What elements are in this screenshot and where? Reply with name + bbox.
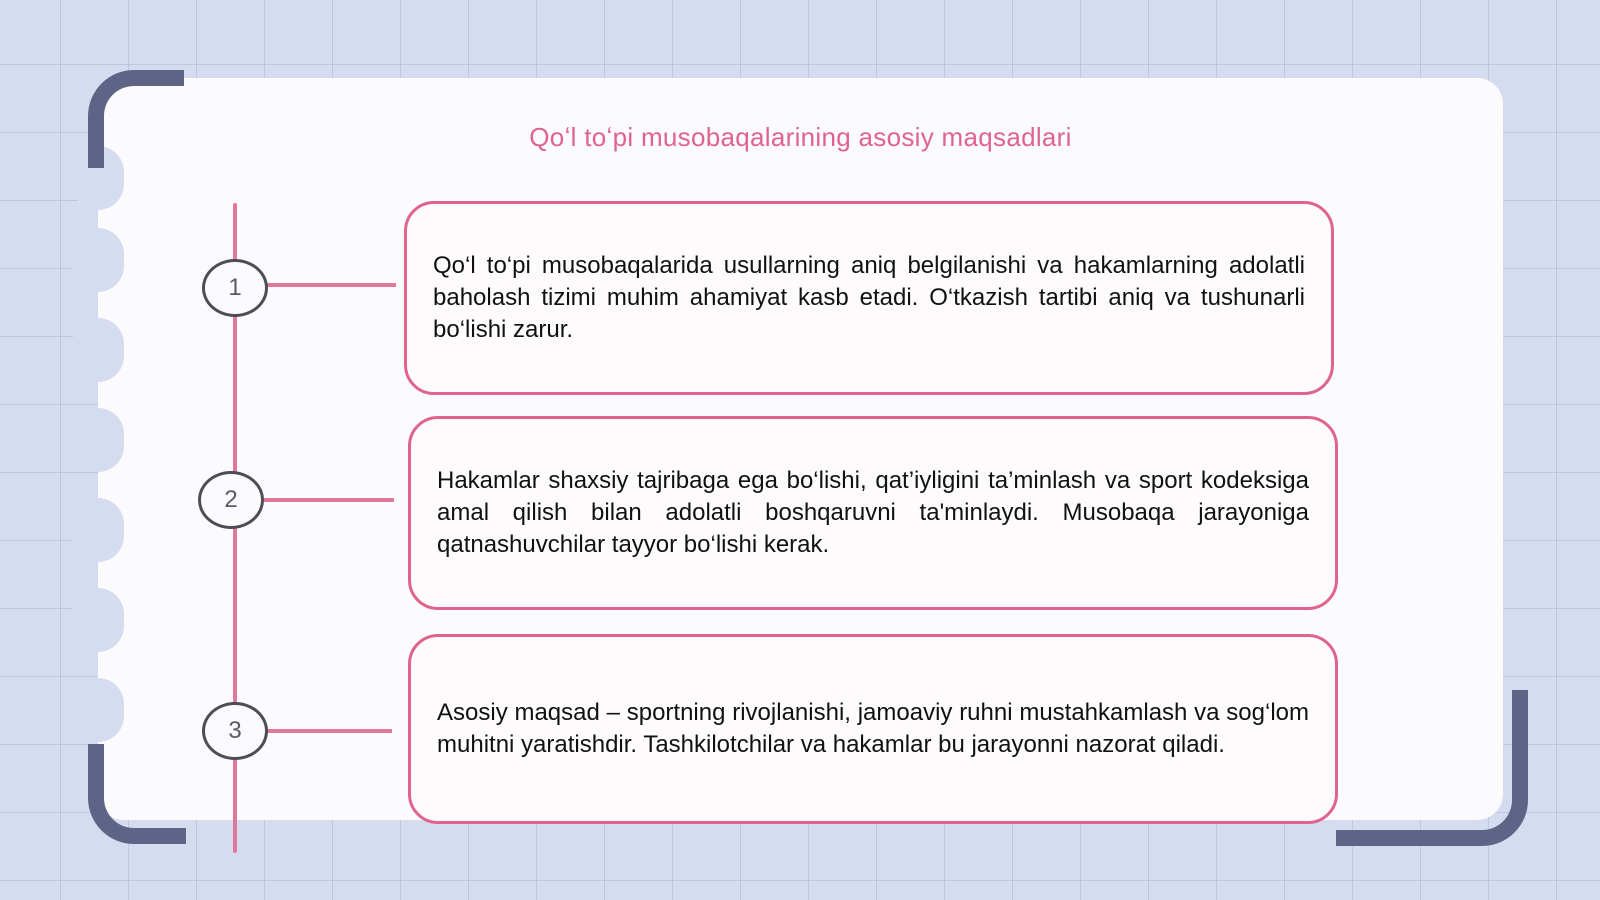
paper-notch [72,408,124,472]
step-number-1: 1 [202,259,268,317]
step-text-1: Qo‘l to‘pi musobaqalarida usullarning aniq belgilanishi va hakamlarning adolatli baholash tizimi muhim ahamiyat kasb etadi. O‘tkazish tartibi aniq va tushunarli bo‘lishi zarur. [433,252,1305,343]
paper-notch [72,498,124,562]
connector-line-1 [266,283,396,287]
step-number-2: 2 [198,471,264,529]
paper-notch [72,588,124,652]
step-text-2: Hakamlar shaxsiy tajribaga ega bo‘lishi, qat’iyligini ta’minlash va sport kodeksiga amal qilish bilan adolatli boshqaruvni ta'minlaydi. Musobaqa jarayoniga qatnashuvchilar tayyor bo‘lishi kerak. [437,467,1309,558]
step-card-3 [408,634,1338,824]
slide-title: Qoʻl toʻpi musobaqalarining asosiy maqsadlari [529,122,1072,152]
step-text-3: Asosiy maqsad – sportning rivojlanishi, jamoaviy ruhni mustahkamlash va sog‘lom muhitni yaratishdir. Tashkilotchilar va hakamlar bu jarayonni nazorat qiladi. [437,699,1309,758]
step-card-2 [408,416,1338,610]
paper-notch [72,678,124,742]
corner-bracket-bottom-right [1336,690,1528,846]
connector-line-2 [264,498,394,502]
paper-notch [72,318,124,382]
corner-bracket-top-left [88,70,184,168]
corner-bracket-bottom-left [88,744,186,844]
paper-notch [72,228,124,292]
step-number-3: 3 [202,702,268,760]
connector-line-3 [266,729,392,733]
step-card-1 [404,201,1334,395]
